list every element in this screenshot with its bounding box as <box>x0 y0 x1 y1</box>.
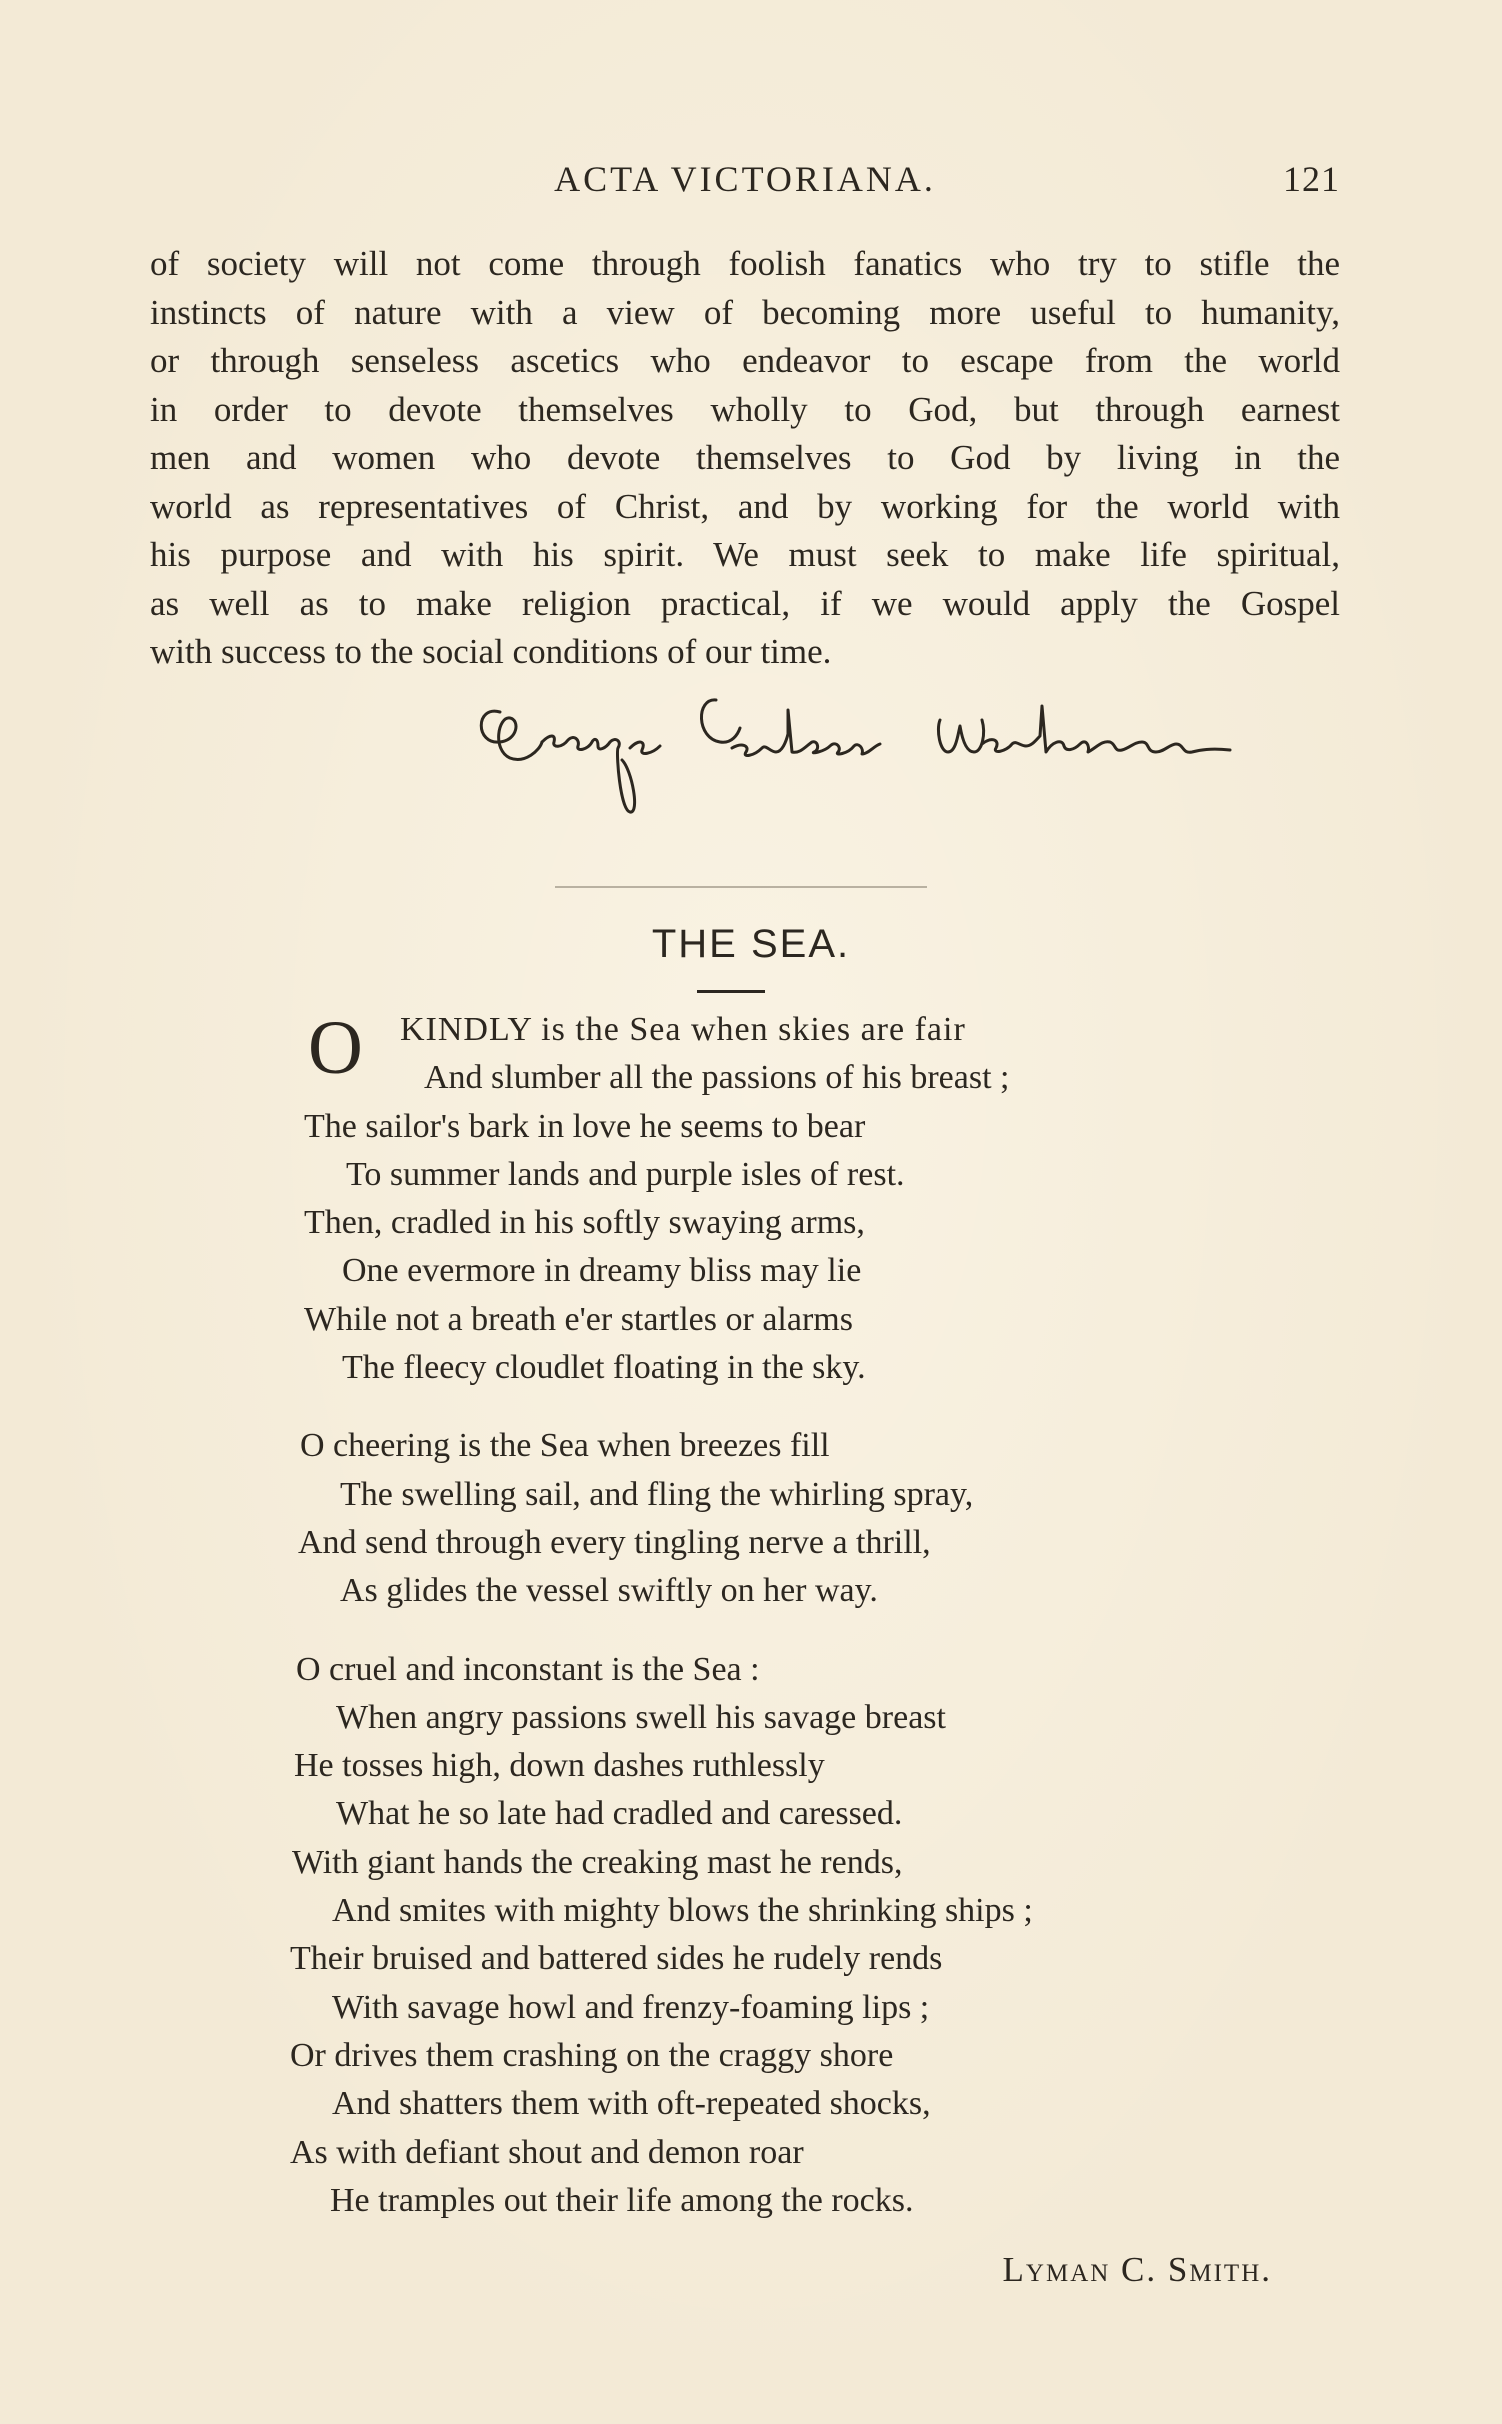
poem-line: And slumber all the passions of his breast ; <box>424 1059 1010 1097</box>
poem-line: As glides the vessel swiftly on her way. <box>340 1572 878 1610</box>
poem-line: Their bruised and battered sides he rudely rends <box>290 1940 943 1978</box>
poem-author: Lyman C. Smith. <box>1002 2250 1272 2289</box>
page-number: 121 <box>1283 159 1340 199</box>
stanza <box>290 1006 1270 1392</box>
running-title: ACTA VICTORIANA. <box>554 159 936 199</box>
prose-line: as well as to make religion practical, if we would apply the Gospel <box>150 583 1340 623</box>
handwritten-signature <box>470 690 1340 850</box>
poem-line: While not a breath e'er startles or alarms <box>304 1300 853 1338</box>
poem-line: As with defiant shout and demon roar <box>290 2133 804 2171</box>
stanza <box>290 1422 1270 1615</box>
poem-line: And smites with mighty blows the shrinking ships ; <box>332 1892 1033 1930</box>
drop-cap: O <box>308 1006 363 1090</box>
poem-line: And shatters them with oft-repeated shocks, <box>332 2085 931 2123</box>
running-head <box>150 158 1340 202</box>
poem-line: Then, cradled in his softly swaying arms, <box>304 1204 865 1242</box>
poem-line: When angry passions swell his savage breast <box>336 1698 946 1736</box>
poem-line: With giant hands the creaking mast he rends, <box>292 1843 903 1881</box>
prose-line: of society will not come through foolish fanatics who try to stifle the <box>150 244 1340 283</box>
stanza <box>290 1646 1270 2226</box>
poem-line: O cruel and inconstant is the Sea : <box>296 1650 760 1688</box>
prose-line: with success to the social conditions of our time. <box>150 632 832 671</box>
poem-line: Or drives them crashing on the craggy shore <box>290 2036 894 2074</box>
poem-line: And send through every tingling nerve a thrill, <box>298 1523 931 1561</box>
prose-line: world as representatives of Christ, and by working for the world with <box>150 486 1340 526</box>
prose-line: his purpose and with his spirit. We must seek to make life spiritual, <box>150 535 1340 574</box>
prose-line: instincts of nature with a view of becoming more useful to humanity, <box>150 292 1340 332</box>
poem-line: To summer lands and purple isles of rest. <box>346 1155 905 1193</box>
poem-line: O cheering is the Sea when breezes fill <box>300 1427 830 1465</box>
poem-line-text: KINDLY is the Sea when skies are fair <box>400 1011 966 1048</box>
poem-body <box>290 1006 1270 2255</box>
title-rule <box>697 990 765 993</box>
prose-line: in order to devote themselves wholly to God, but through earnest <box>150 389 1340 429</box>
poem-line: The swelling sail, and fling the whirling spray, <box>340 1475 974 1513</box>
poem-line: He tosses high, down dashes ruthlessly <box>294 1747 825 1785</box>
section-divider <box>555 886 927 888</box>
prose-paragraph <box>150 240 1340 677</box>
poem-title: THE SEA. <box>651 922 851 966</box>
poem-line: The sailor's bark in love he seems to bear <box>304 1107 866 1145</box>
poem-line: What he so late had cradled and caressed. <box>336 1795 903 1833</box>
poem-line: With savage howl and frenzy-foaming lips ; <box>332 1988 930 2026</box>
prose-line: or through senseless ascetics who endeavor to escape from the world <box>150 341 1340 380</box>
poem-line: The fleecy cloudlet floating in the sky. <box>342 1349 866 1387</box>
poem-line: One evermore in dreamy bliss may lie <box>342 1252 862 1290</box>
prose-line: men and women who devote themselves to God by living in the <box>150 438 1340 477</box>
poem-line: He tramples out their life among the rocks. <box>330 2181 914 2219</box>
